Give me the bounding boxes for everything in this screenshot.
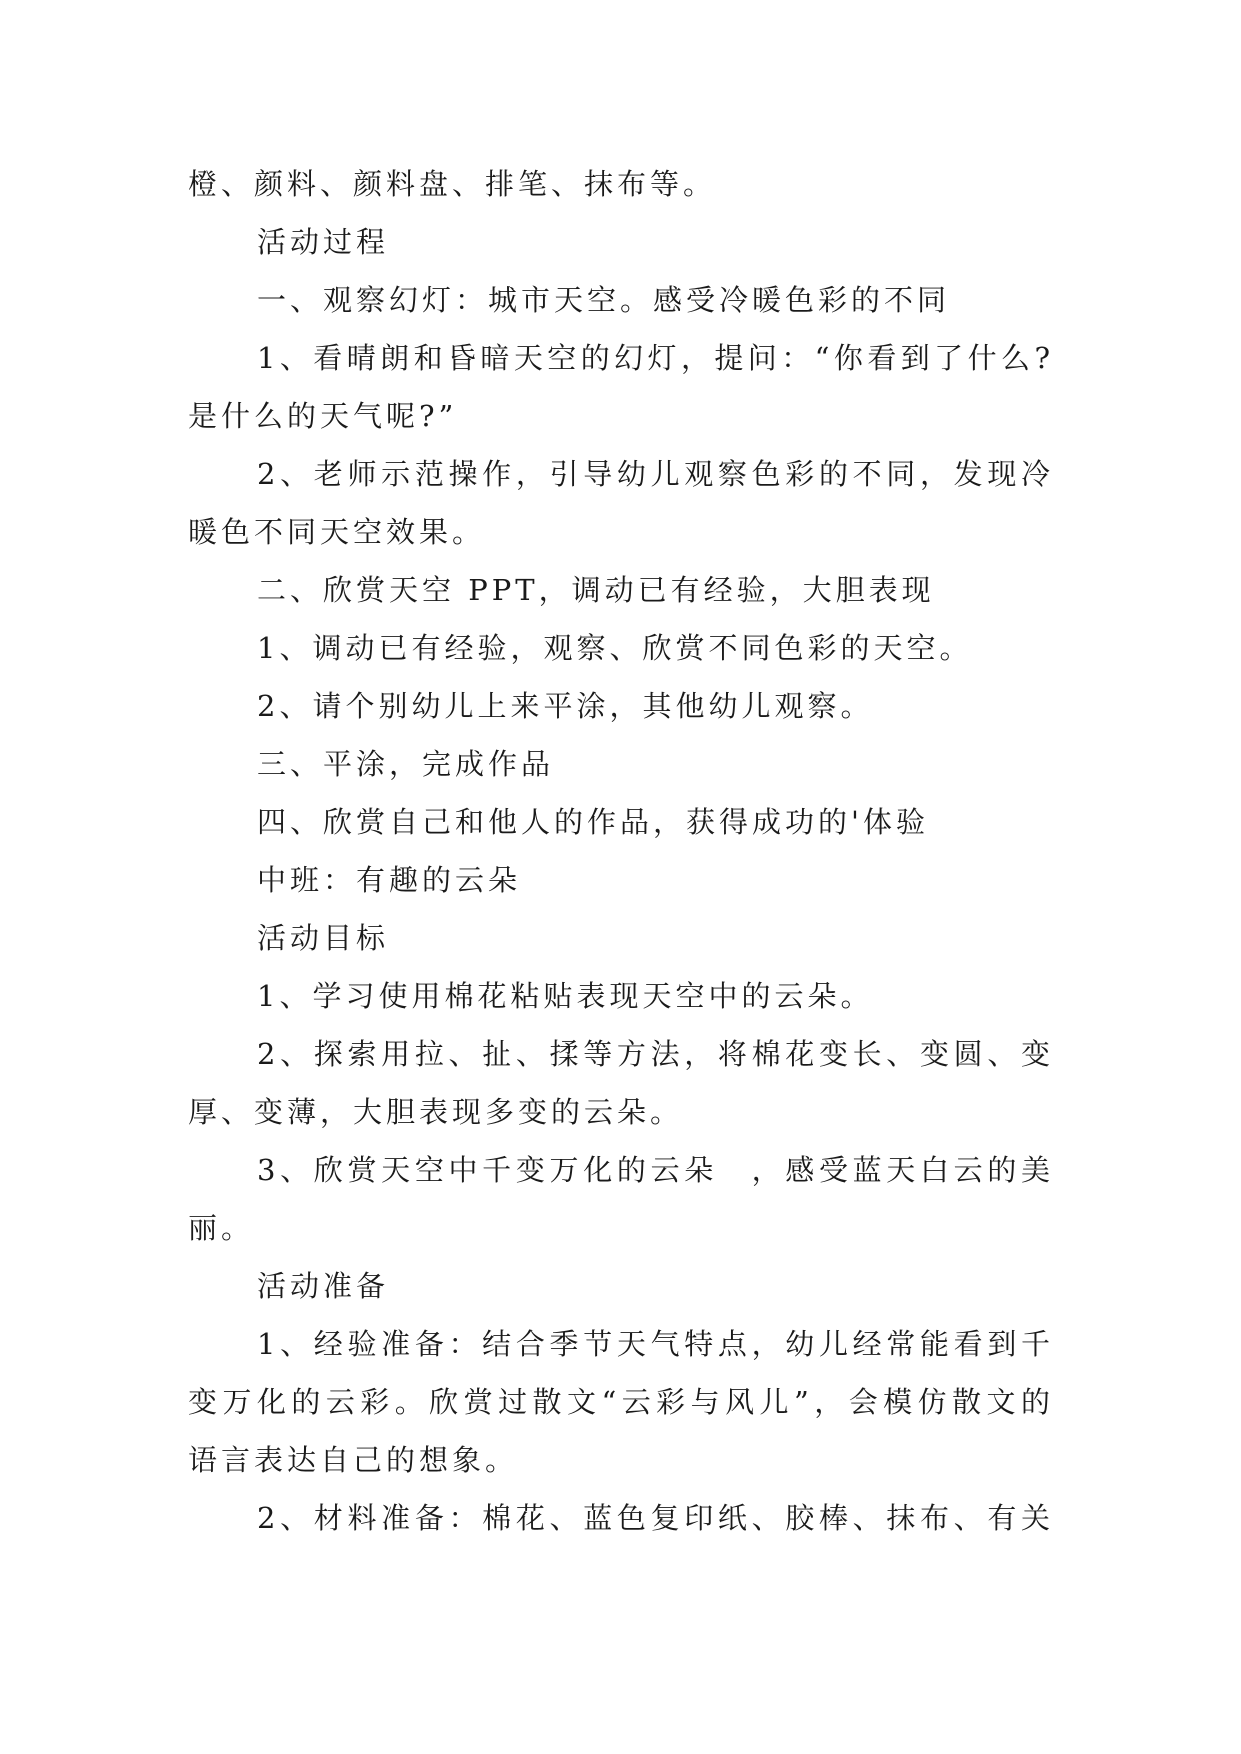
text-line: 变万化的云彩。欣赏过散文“云彩与风儿”，会模仿散文的 [188,1385,1054,1419]
text-line: 2、材料准备：棉花、蓝色复印纸、胶棒、抹布、有关 [257,1501,1054,1535]
text-line: 2、老师示范操作，引导幼儿观察色彩的不同，发现冷 [257,457,1054,491]
text-line: 厚、变薄，大胆表现多变的云朵。 [188,1095,684,1129]
text-line: 1、调动已有经验，观察、欣赏不同色彩的天空。 [257,631,973,665]
text-line: 一、观察幻灯：城市天空。感受冷暖色彩的不同 [257,283,951,317]
section-heading: 活动过程 [257,225,390,259]
text-line: 1、学习使用棉花粘贴表现天空中的云朵。 [257,979,874,1013]
text-line: 三、平涂，完成作品 [257,747,555,781]
text-line: 是什么的天气呢?” [188,399,458,433]
text-line: 四、欣赏自己和他人的作品，获得成功的'体验 [257,805,929,839]
text-line: 二、欣赏天空 PPT，调动已有经验，大胆表现 [257,573,935,607]
text-line: 橙、颜料、颜料盘、排笔、抹布等。 [188,167,717,201]
section-heading: 活动准备 [257,1269,390,1303]
text-line: 3、欣赏天空中千变万化的云朵 ，感受蓝天白云的美 [257,1153,1054,1187]
document-body [188,155,1054,1547]
text-line: 2、探索用拉、扯、揉等方法，将棉花变长、变圆、变 [257,1037,1054,1071]
section-heading: 活动目标 [257,921,390,955]
section-heading: 中班：有趣的云朵 [257,863,522,897]
text-line: 1、经验准备：结合季节天气特点，幼儿经常能看到千 [257,1327,1054,1361]
text-line: 暖色不同天空效果。 [188,515,486,549]
text-line: 2、请个别幼儿上来平涂，其他幼儿观察。 [257,689,874,723]
text-line: 1、看晴朗和昏暗天空的幻灯，提问：“你看到了什么? [257,341,1054,375]
text-line: 丽。 [188,1211,255,1245]
text-line: 语言表达自己的想象。 [188,1443,519,1477]
